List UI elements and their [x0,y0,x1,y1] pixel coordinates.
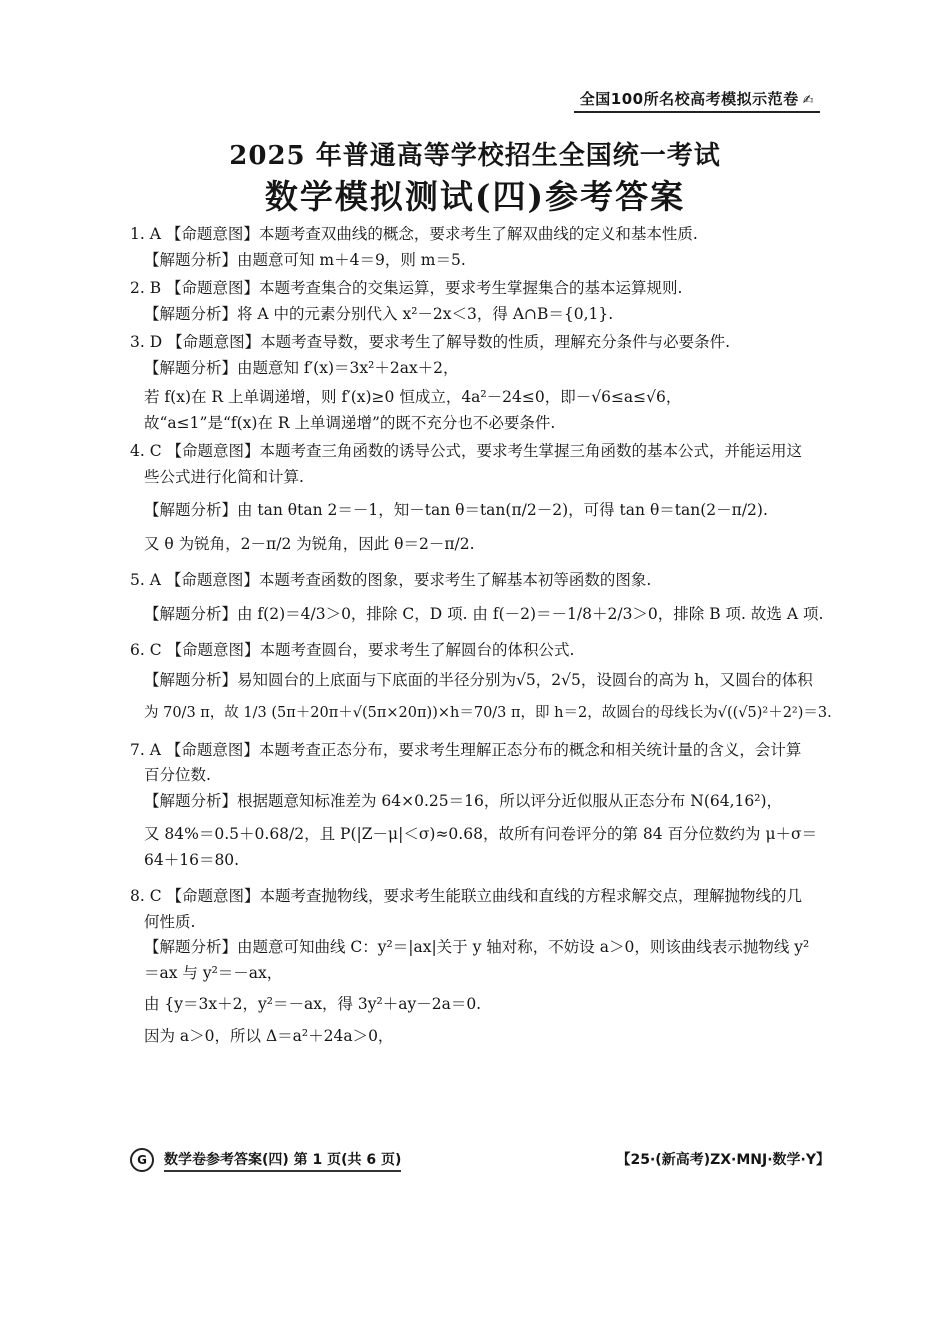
q8-line: 因为 a＞0，所以 Δ＝a²＋24a＞0， [144,1026,394,1045]
publisher-logo-icon: G [130,1148,154,1172]
question-8 [130,884,830,1049]
question-5 [130,568,830,627]
q7-line: 又 84%＝0.5＋0.68/2，且 P(|Z－μ|＜σ)≈0.68，故所有问卷评分的第 84 百分位数约为 μ＋σ＝ [144,825,818,843]
q3-line: 若 f(x)在 R 上单调递增，则 f′(x)≥0 恒成立，4a²－24≤0，即－√6≤a≤√6， [144,388,682,406]
q4-line: 【解题分析】由 tan θtan 2＝－1，知－tan θ＝tan(π/2－2)，可得 tan θ＝tan(2－π/2). [144,501,768,519]
question-2 [130,276,830,327]
question-3 [130,330,830,436]
q8-line: ＝ax 与 y²＝－ax， [144,963,283,982]
question-1 [130,222,830,273]
q6-line: 【解题分析】易知圆台的上底面与下底面的半径分别为√5，2√5，设圆台的高为 h，又圆台的体积 [144,670,813,689]
series-banner [574,88,820,113]
q4-line: 些公式进行化简和计算. [144,467,304,486]
q4-line: 又 θ 为锐角，2－π/2 为锐角，因此 θ＝2－π/2. [144,534,475,553]
pen-icon: ✍ [802,93,814,108]
q6-line: 为 70/3 π，故 1/3 (5π＋20π＋√(5π×20π))×h＝70/3 π，即 h＝2，故圆台的母线长为√((√5)²＋2²)＝3. [144,705,832,721]
q5-line: 5. A 【命题意图】本题考查函数的图象，要求考生了解基本初等函数的图象. [130,571,652,589]
q8-line: 【解题分析】由题意可知曲线 C：y²＝|ax|关于 y 轴对称，不妨设 a＞0，则该曲线表示抛物线 y² [144,938,810,956]
q1-line: 1. A 【命题意图】本题考查双曲线的概念，要求考生了解双曲线的定义和基本性质. [130,225,698,243]
series-text: 全国100所名校高考模拟示范卷 [579,90,799,108]
q1-line: 【解题分析】由题意可知 m＋4＝9，则 m＝5. [144,250,466,269]
footer-code: 【25·(新高考)ZX·MNJ·数学·Y】 [616,1152,830,1168]
q6-line: 6. C 【命题意图】本题考查圆台，要求考生了解圆台的体积公式. [130,641,575,659]
q3-line: 3. D 【命题意图】本题考查导数，要求考生了解导数的性质，理解充分条件与必要条件. [130,333,730,351]
q2-line: 2. B 【命题意图】本题考查集合的交集运算，要求考生掌握集合的基本运算规则. [130,279,683,297]
q3-line: 【解题分析】由题意知 f′(x)＝3x²＋2ax＋2， [144,358,459,377]
footer-page-info: 数学卷参考答案(四) 第 1 页(共 6 页) [164,1149,401,1172]
question-7 [130,738,830,874]
answer-body [130,222,830,1052]
answer-title: 数学模拟测试(四)参考答案 [264,177,686,216]
q7-line: 7. A 【命题意图】本题考查正态分布，要求考生理解正态分布的概念和相关统计量的含义，会计算 [130,740,802,759]
q7-line: 百分位数. [144,766,211,784]
page-footer [130,1148,830,1174]
question-4 [130,439,830,557]
q4-line: 4. C 【命题意图】本题考查三角函数的诱导公式，要求考生掌握三角函数的基本公式，并能运用这 [130,442,803,460]
q7-line: 【解题分析】根据题意知标准差为 64×0.25＝16，所以评分近似服从正态分布 N(64,16²)， [144,791,783,810]
q7-line: 64＋16＝80. [144,850,240,869]
exam-title: 2025 年普通高等学校招生全国统一考试 [229,141,721,171]
q8-line: 由 {y＝3x＋2，y²＝－ax，得 3y²＋ay－2a＝0. [144,995,482,1013]
q8-line: 8. C 【命题意图】本题考查抛物线，要求考生能联立曲线和直线的方程求解交点，理解抛物线的几 [130,887,803,905]
q8-line: 何性质. [144,912,196,931]
q5-line: 【解题分析】由 f(2)＝4/3＞0，排除 C，D 项. 由 f(－2)＝－1/8＋2/3＞0，排除 B 项. 故选 A 项. [144,604,824,623]
question-6 [130,638,830,727]
q2-line: 【解题分析】将 A 中的元素分别代入 x²－2x＜3，得 A∩B＝{0,1}. [144,304,614,323]
q3-line: 故“a≤1”是“f(x)在 R 上单调递增”的既不充分也不必要条件. [144,413,556,432]
